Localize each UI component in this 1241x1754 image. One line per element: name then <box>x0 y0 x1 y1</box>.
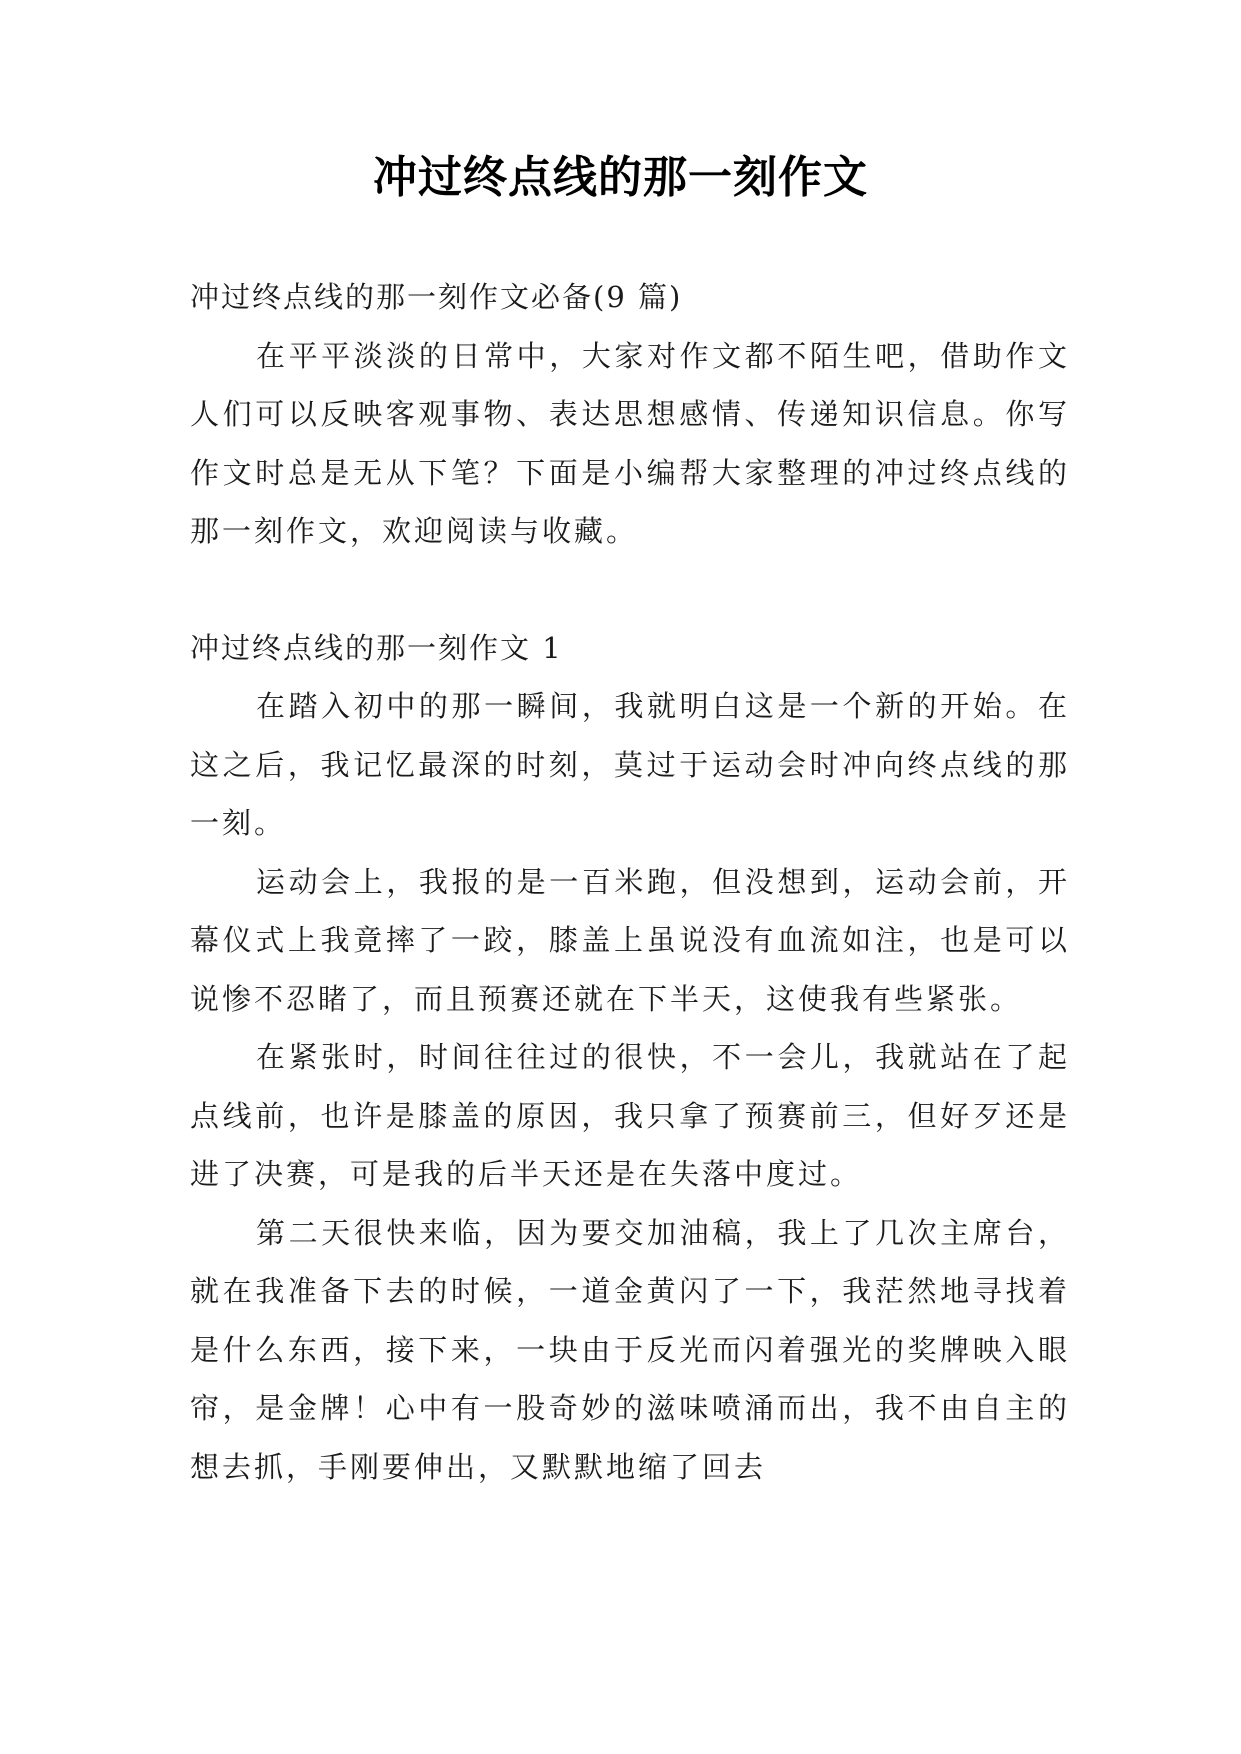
body-paragraph: 第二天很快来临，因为要交加油稿，我上了几次主席台，就在我准备下去的时候，一道金黄闪了一下，我茫然地寻找着是什么东西，接下来，一块由于反光而闪着强光的奖牌映入眼帘，是金牌！心中有一股奇妙的滋味喷涌而出，我不由自主的想去抓，手刚要伸出，又默默地缩了回去 <box>190 1215 1070 1484</box>
section-spacer <box>190 561 1070 619</box>
document-body <box>190 268 1070 1496</box>
body-paragraph: 在踏入初中的那一瞬间，我就明白这是一个新的开始。在这之后，我记忆最深的时刻，莫过于运动会时冲向终点线的那一刻。 <box>190 689 1070 840</box>
intro-heading: 冲过终点线的那一刻作文必备(9 篇) <box>190 280 683 314</box>
body-paragraph: 在紧张时，时间往往过的很快，不一会儿，我就站在了起点线前，也许是膝盖的原因，我只拿了预赛前三，但好歹还是进了决赛，可是我的后半天还是在失落中度过。 <box>190 1040 1070 1191</box>
intro-paragraph: 在平平淡淡的日常中，大家对作文都不陌生吧，借助作文人们可以反映客观事物、表达思想感情、传递知识信息。你写作文时总是无从下笔？下面是小编帮大家整理的冲过终点线的那一刻作文，欢迎阅读与收藏。 <box>190 338 1070 548</box>
document-title: 冲过终点线的那一刻作文 <box>373 152 868 203</box>
body-paragraph: 运动会上，我报的是一百米跑，但没想到，运动会前，开幕仪式上我竟摔了一跤，膝盖上虽说没有血流如注，也是可以说惨不忍睹了，而且预赛还就在下半天，这使我有些紧张。 <box>190 864 1070 1016</box>
section-heading: 冲过终点线的那一刻作文 1 <box>190 630 563 665</box>
